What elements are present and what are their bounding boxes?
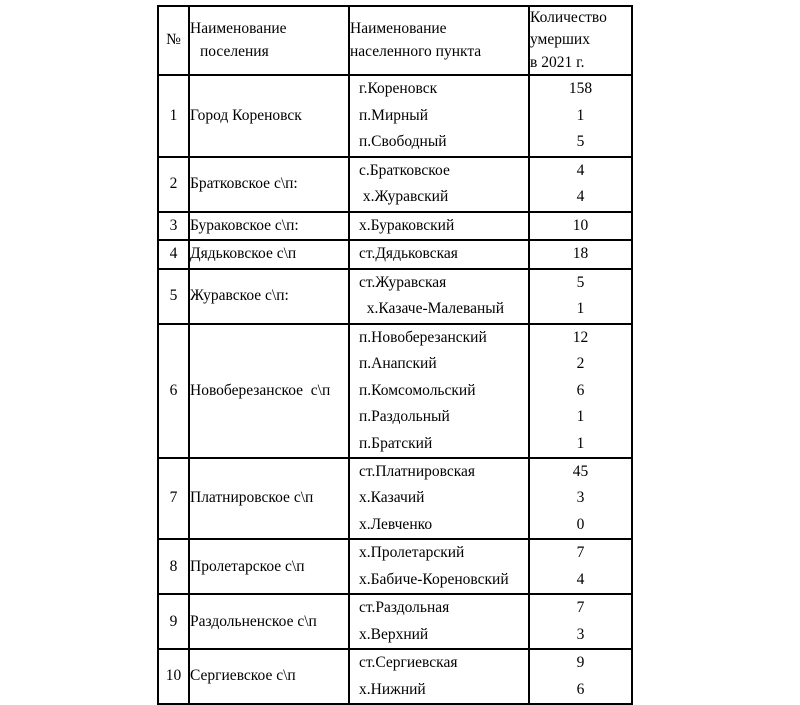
locality-line: х.Пролетарский: [359, 544, 465, 562]
death-count-line-group: [530, 540, 631, 593]
locality-line: п.Братский: [359, 434, 433, 452]
column-header-number: [158, 6, 189, 75]
locality-line-group: [350, 270, 528, 323]
column-header-death-count-line-2: умерших: [530, 31, 590, 49]
locality-names-cell: [349, 269, 529, 324]
death-count-cell: [529, 458, 632, 539]
death-count-line: 45: [572, 462, 589, 480]
table-row: [158, 157, 632, 212]
locality-names-cell: [349, 157, 529, 212]
settlement-name-cell: Платнировское с\п: [189, 458, 349, 539]
death-count-line: 7: [576, 599, 585, 617]
locality-line: п.Комсомольский: [359, 381, 476, 399]
settlement-name-cell: Пролетарское с\п: [189, 539, 349, 594]
locality-line: п.Свободный: [359, 133, 447, 151]
locality-line: х.Казаче-Малеваный: [359, 300, 505, 318]
table-row: [158, 324, 632, 458]
column-header-locality: [349, 6, 529, 75]
column-header-settlement: [189, 6, 349, 75]
locality-line: х.Журавский: [359, 188, 449, 206]
death-count-cell: [529, 212, 632, 240]
death-count-cell: [529, 240, 632, 268]
row-number-cell: 7: [158, 458, 189, 539]
table-row: [158, 539, 632, 594]
death-count-line-group: [530, 595, 631, 648]
table-row: [158, 458, 632, 539]
table-header: [158, 6, 632, 75]
locality-line: ст.Дядьковская: [359, 245, 458, 263]
locality-line-group: [350, 213, 528, 239]
death-count-line-group: [530, 76, 631, 155]
row-number-cell: 2: [158, 157, 189, 212]
locality-names-cell: [349, 75, 529, 156]
locality-line: ст.Сергиевская: [359, 654, 458, 672]
death-count-line: 1: [576, 408, 585, 426]
locality-line-group: [350, 76, 528, 155]
settlement-name-cell: Братковское с\п:: [189, 157, 349, 212]
row-number-cell: 5: [158, 269, 189, 324]
row-number-cell: 6: [158, 324, 189, 458]
death-count-line: 3: [576, 489, 585, 507]
locality-line-group: [350, 459, 528, 538]
row-number-cell: 1: [158, 75, 189, 156]
settlement-name-cell: Новоберезанское с\п: [189, 324, 349, 458]
death-count-line-group: [530, 158, 631, 211]
locality-line-group: [350, 540, 528, 593]
death-count-cell: [529, 649, 632, 704]
death-count-line: 10: [572, 216, 589, 234]
death-count-line: 7: [576, 544, 585, 562]
table-row: [158, 75, 632, 156]
death-count-line: 5: [576, 273, 585, 291]
locality-line-group: [350, 650, 528, 703]
table-row: [158, 269, 632, 324]
locality-line: ст.Раздольная: [359, 599, 450, 617]
locality-line-group: [350, 241, 528, 267]
settlement-name-cell: Бураковское с\п:: [189, 212, 349, 240]
table-row: [158, 594, 632, 649]
death-count-cell: [529, 269, 632, 324]
locality-line: с.Братковское: [359, 161, 450, 179]
death-count-line: 12: [572, 328, 589, 346]
death-count-line: 5: [576, 133, 585, 151]
death-count-line: 1: [576, 434, 585, 452]
death-count-cell: [529, 594, 632, 649]
death-count-line-group: [530, 459, 631, 538]
header-row: [158, 6, 632, 75]
mortality-statistics-table: [157, 5, 633, 705]
locality-line: х.Нижний: [359, 680, 426, 698]
row-number-cell: 8: [158, 539, 189, 594]
row-number-cell: 9: [158, 594, 189, 649]
death-count-line-group: [530, 325, 631, 457]
settlement-name-cell: Дядьковское с\п: [189, 240, 349, 268]
locality-line: х.Бураковский: [359, 216, 455, 234]
locality-line: п.Раздольный: [359, 408, 450, 426]
locality-line: х.Верхний: [359, 625, 429, 643]
locality-names-cell: [349, 324, 529, 458]
locality-line: п.Новоберезанский: [359, 328, 487, 346]
locality-names-cell: [349, 539, 529, 594]
death-count-line: 9: [576, 654, 585, 672]
table-body: [158, 75, 632, 704]
locality-line-group: [350, 158, 528, 211]
death-count-cell: [529, 324, 632, 458]
locality-line: п.Анапский: [359, 355, 437, 373]
locality-line: х.Казачий: [359, 489, 425, 507]
death-count-cell: [529, 157, 632, 212]
death-count-line: 3: [576, 625, 585, 643]
death-count-line: 4: [576, 188, 585, 206]
column-header-settlement-line-1: Наименование: [190, 20, 287, 38]
column-header-number-line-1: №: [166, 31, 181, 49]
locality-line: п.Мирный: [359, 106, 429, 124]
death-count-line: 6: [576, 680, 585, 698]
locality-line-group: [350, 595, 528, 648]
locality-line: х.Левченко: [359, 515, 433, 533]
column-header-death-count: [529, 6, 632, 75]
settlement-name-cell: Журавское с\п:: [189, 269, 349, 324]
locality-line: ст.Журавская: [359, 273, 447, 291]
death-count-line: 4: [576, 570, 585, 588]
column-header-locality-line-1: Наименование: [350, 20, 447, 38]
table-row: [158, 212, 632, 240]
death-count-line: 1: [576, 300, 585, 318]
column-header-locality-line-2: населенного пункта: [350, 42, 482, 60]
table-row: [158, 649, 632, 704]
death-count-line: 2: [576, 355, 585, 373]
locality-names-cell: [349, 649, 529, 704]
settlement-name-cell: Сергиевское с\п: [189, 649, 349, 704]
row-number-cell: 3: [158, 212, 189, 240]
column-header-settlement-line-2: поселения: [200, 42, 269, 60]
death-count-line: 4: [576, 161, 585, 179]
death-count-line: 0: [576, 515, 585, 533]
settlement-name-cell: Город Кореновск: [189, 75, 349, 156]
column-header-death-count-line-1: Количество: [530, 9, 607, 26]
death-count-cell: [529, 75, 632, 156]
death-count-line-group: [530, 241, 631, 267]
locality-names-cell: [349, 594, 529, 649]
death-count-line: 18: [572, 245, 589, 263]
death-count-line-group: [530, 270, 631, 323]
settlement-name-cell: Раздольненское с\п: [189, 594, 349, 649]
locality-names-cell: [349, 458, 529, 539]
row-number-cell: 10: [158, 649, 189, 704]
locality-line: х.Бабиче-Кореновский: [359, 570, 509, 588]
locality-names-cell: [349, 212, 529, 240]
locality-line: г.Кореновск: [359, 80, 438, 98]
table-row: [158, 240, 632, 268]
death-count-line: 1: [576, 106, 585, 124]
locality-names-cell: [349, 240, 529, 268]
death-count-cell: [529, 539, 632, 594]
locality-line-group: [350, 325, 528, 457]
locality-line: ст.Платнировская: [359, 462, 476, 480]
column-header-death-count-line-3: в 2021 г.: [530, 53, 585, 71]
death-count-line: 158: [568, 80, 593, 98]
death-count-line: 6: [576, 381, 585, 399]
death-count-line-group: [530, 213, 631, 239]
row-number-cell: 4: [158, 240, 189, 268]
death-count-line-group: [530, 650, 631, 703]
